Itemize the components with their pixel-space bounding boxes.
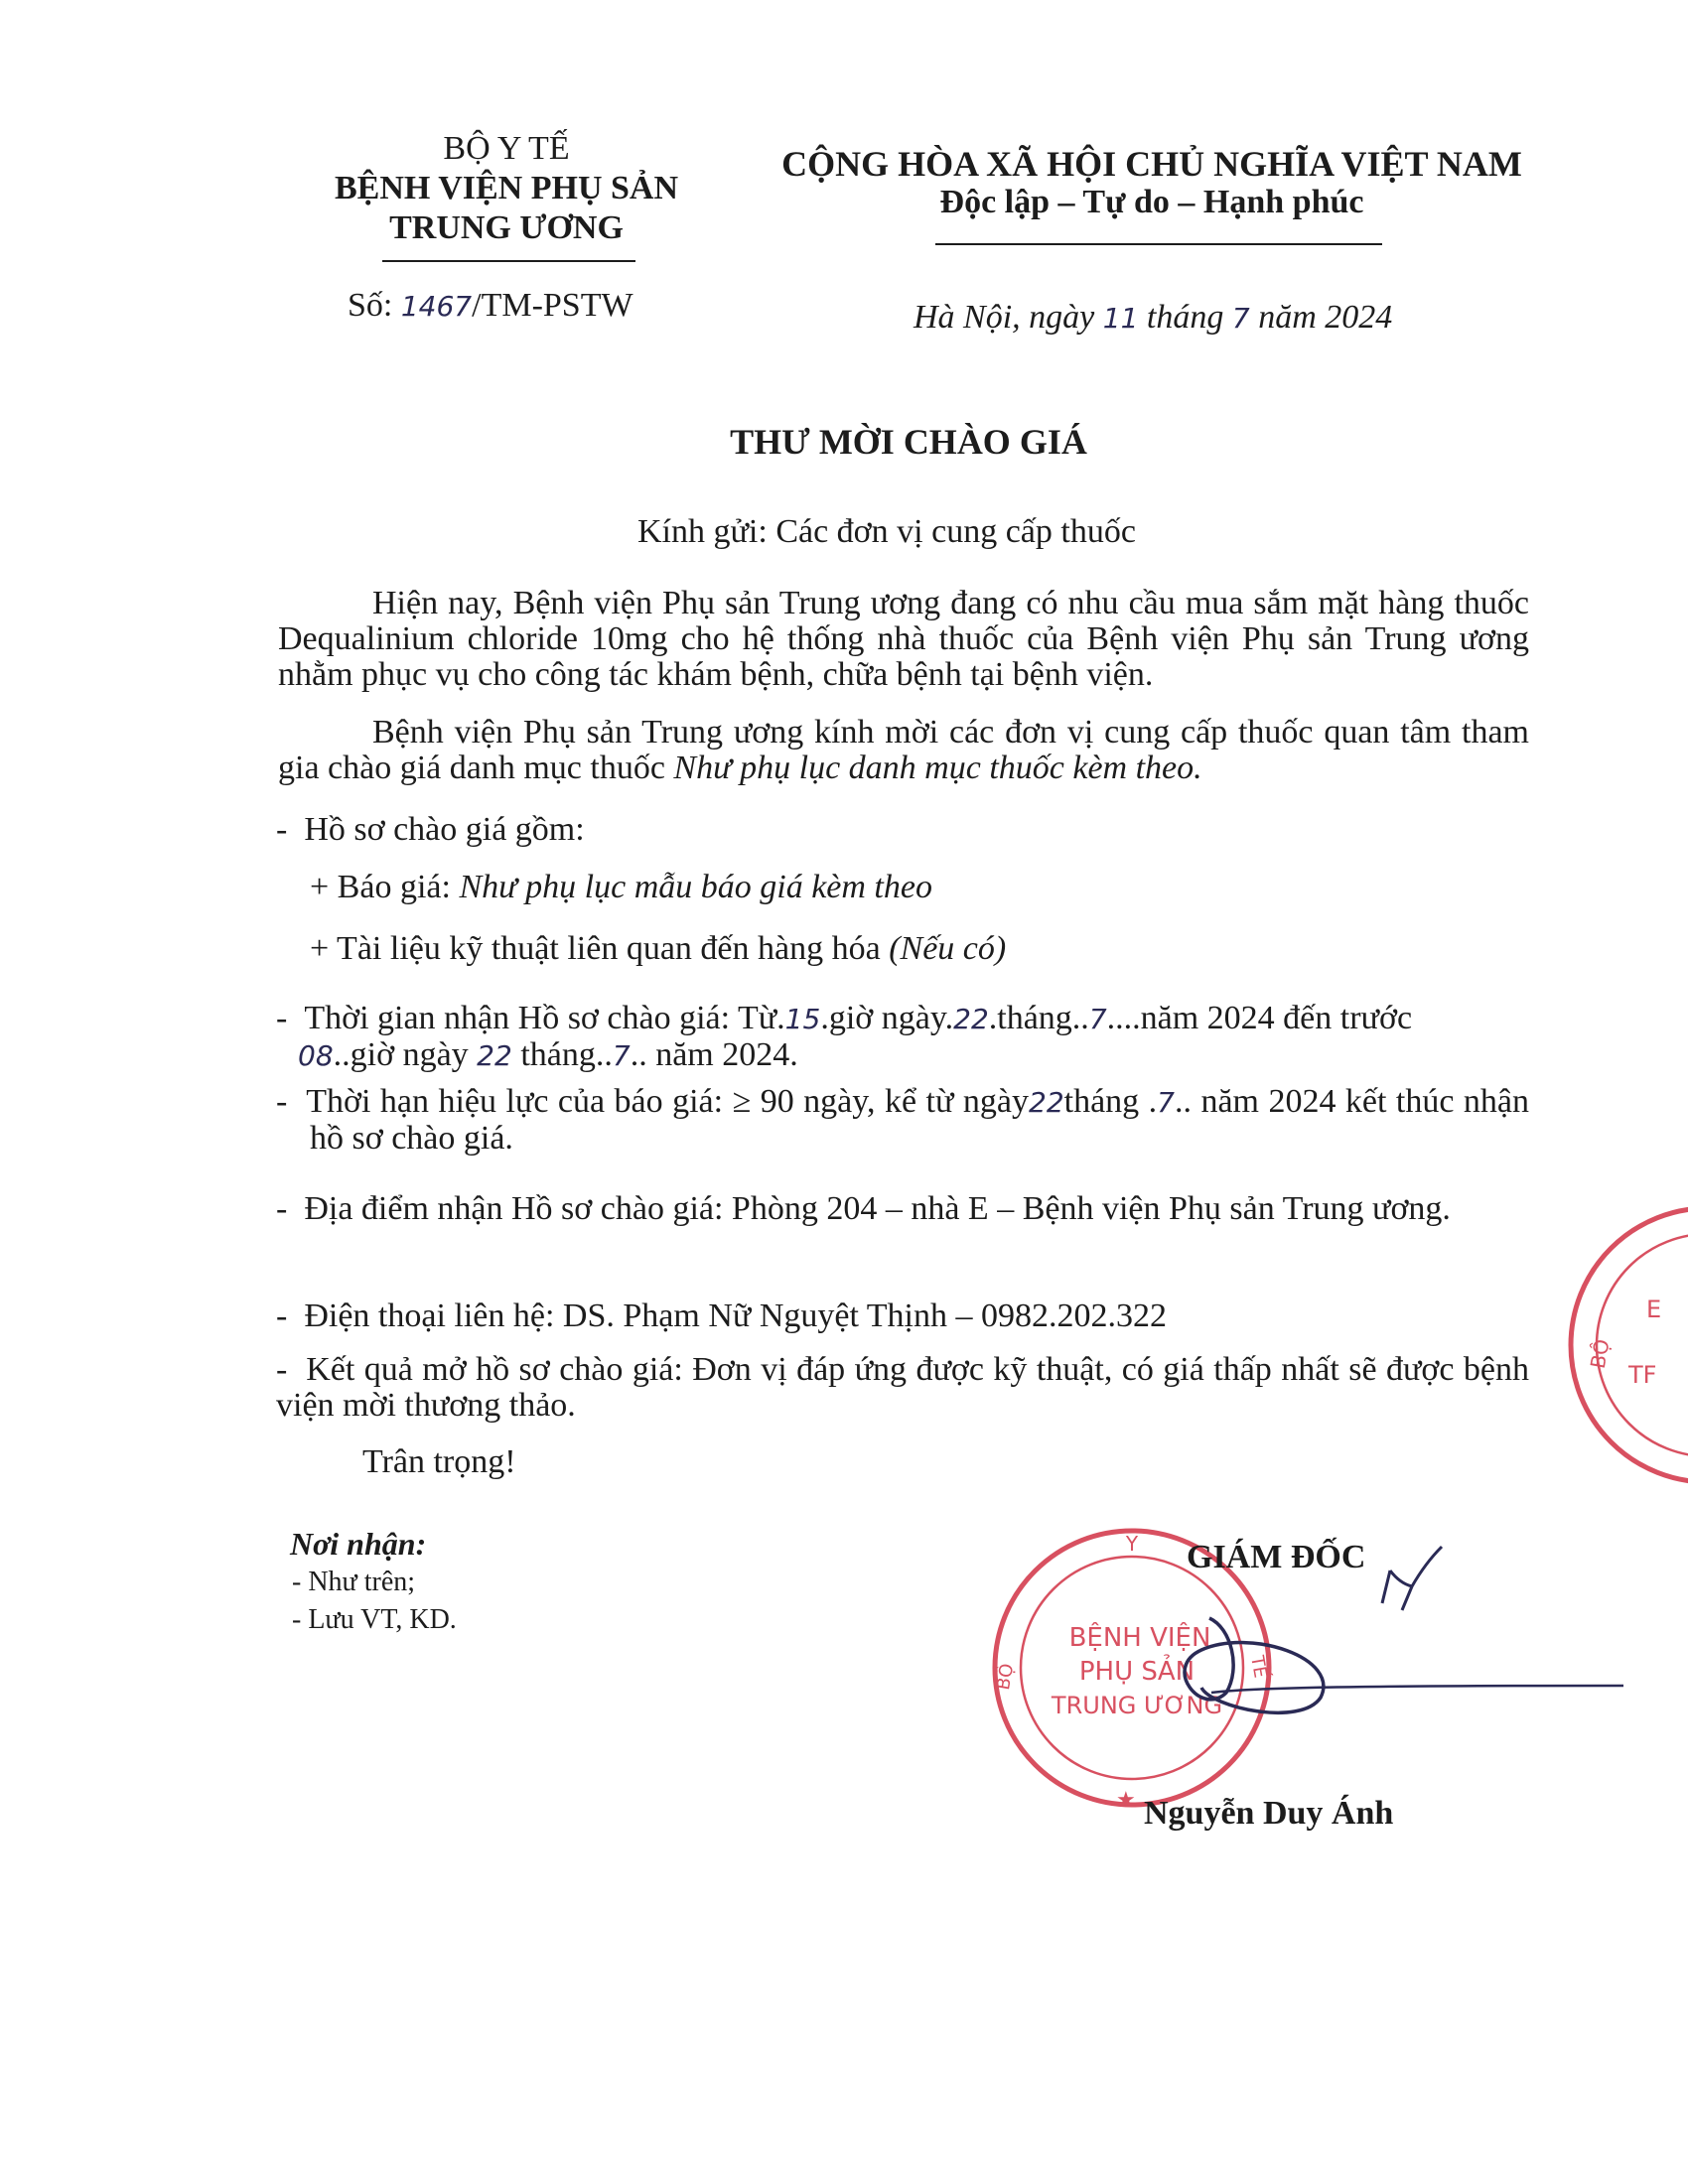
contact-item	[276, 1298, 1167, 1334]
bullet-dash: -	[276, 1297, 305, 1334]
tr-hour2: 08	[298, 1039, 334, 1072]
header-right	[755, 144, 1549, 221]
time-receive-item	[276, 1001, 1527, 1074]
date-mid: tháng	[1138, 299, 1232, 336]
time-receive-line2	[276, 1037, 1527, 1074]
place-date	[914, 300, 1392, 337]
recipients-label: Nơi nhận:	[290, 1526, 427, 1562]
tr-t2: .giờ ngày.	[820, 1000, 954, 1036]
recipient-line: Kính gửi: Các đơn vị cung cấp thuốc	[637, 513, 1136, 550]
dossier-item-quote	[310, 870, 932, 905]
tr-month2: 7	[612, 1039, 631, 1072]
bullet-dash: -	[276, 811, 305, 848]
dossier-item-tech	[310, 931, 1006, 967]
country-name: CỘNG HÒA XÃ HỘI CHỦ NGHĨA VIỆT NAM	[781, 144, 1522, 184]
recipients-item: - Lưu VT, KD.	[292, 1604, 457, 1635]
bullet-dash: -	[276, 1351, 307, 1388]
handwritten-signature	[1092, 1519, 1648, 1737]
validity-month: 7	[1157, 1086, 1175, 1119]
date-month-handwritten: 7	[1231, 302, 1250, 335]
location-text: Địa điểm nhận Hồ sơ chào giá: Phòng 204 – nhà E – Bệnh viện Phụ sản Trung ương.	[304, 1190, 1451, 1227]
tr-t1: Thời gian nhận Hồ sơ chào giá: Từ.	[304, 1000, 785, 1036]
contact-text: Điện thoại liên hệ: DS. Phạm Nữ Nguyệt Thịnh – 0982.202.322	[304, 1297, 1168, 1334]
date-prefix: Hà Nội, ngày	[914, 299, 1103, 336]
item1-prefix: + Báo giá:	[310, 869, 460, 905]
time-receive-line1	[276, 1001, 1527, 1037]
location-item	[276, 1191, 1529, 1227]
doc-no-handwritten: 1467	[400, 290, 473, 323]
stamp-star-icon: ★	[1116, 1787, 1136, 1812]
doc-no-prefix: Số:	[348, 287, 401, 324]
tr-t7: .. năm 2024.	[630, 1036, 798, 1073]
stamp-text-top: Y	[1125, 1532, 1139, 1556]
dossier-label	[276, 812, 585, 848]
date-suffix: năm 2024	[1249, 299, 1393, 336]
tr-month1: 7	[1088, 1003, 1107, 1035]
tr-day2: 22	[477, 1039, 512, 1072]
recipients-item: - Như trên;	[292, 1567, 416, 1597]
stamp-line1: BỆNH VIỆN	[1068, 1623, 1211, 1653]
partial-stamp-text-left: BỘ	[1585, 1337, 1615, 1371]
item2-italic: (Nếu có)	[889, 930, 1007, 967]
recipients-block	[290, 1524, 457, 1639]
result-item	[276, 1352, 1529, 1424]
dossier-label-text: Hồ sơ chào giá gồm:	[304, 811, 585, 848]
hospital-name-line2: TRUNG ƯƠNG	[389, 209, 624, 246]
validity-day: 22	[1029, 1086, 1064, 1119]
invite-paragraph	[278, 715, 1529, 786]
header-left	[288, 129, 725, 248]
header-left-underline	[382, 260, 635, 262]
signer-name: Nguyễn Duy Ánh	[1144, 1795, 1394, 1832]
invite-italic: Như phụ lục danh mục thuốc kèm theo.	[673, 750, 1202, 786]
partial-stamp-text-right1: E	[1646, 1296, 1662, 1323]
stamp-line3: TRUNG ƯƠNG	[1051, 1692, 1223, 1719]
bullet-dash: -	[276, 1190, 305, 1227]
tr-t4: ....năm 2024 đến trước	[1106, 1000, 1413, 1036]
closing: Trân trọng!	[362, 1443, 516, 1480]
doc-no-suffix: /TM-PSTW	[472, 287, 633, 324]
invite-text: Bệnh viện Phụ sản Trung ương kính mời các đơn vị cung cấp thuốc quan tâm tham gia chào giá danh mục thuốc	[278, 714, 1529, 786]
result-text: Kết quả mở hồ sơ chào giá: Đơn vị đáp ứng được kỹ thuật, có giá thấp nhất sẽ được bệnh viện mời thương thảo.	[276, 1351, 1530, 1424]
stamp-text-left: BỘ	[992, 1662, 1019, 1692]
date-day-handwritten: 11	[1102, 302, 1139, 335]
tr-day1: 22	[953, 1003, 989, 1035]
national-motto: Độc lập – Tự do – Hạnh phúc	[939, 184, 1364, 220]
validity-item	[276, 1084, 1529, 1157]
document-title: THƯ MỜI CHÀO GIÁ	[730, 422, 1087, 462]
bullet-dash: -	[276, 1083, 307, 1120]
stamp-text-right: TẾ	[1246, 1654, 1271, 1680]
document-number	[348, 288, 633, 325]
tr-t6: tháng..	[511, 1036, 613, 1073]
tr-t5: ..giờ ngày	[333, 1036, 478, 1073]
validity-t2: tháng .	[1063, 1083, 1158, 1120]
bullet-dash: -	[276, 1000, 305, 1036]
motto-underline	[935, 243, 1382, 245]
intro-paragraph: Hiện nay, Bệnh viện Phụ sản Trung ương đang có nhu cầu mua sắm mặt hàng thuốc Dequalinium chloride 10mg cho hệ thống nhà thuốc của Bệnh viện Phụ sản Trung ương nhằm phục vụ cho công tác khám bệnh, chữa bệnh tại bệnh viện.	[278, 585, 1529, 693]
partial-stamp-text-right2: TF	[1628, 1361, 1657, 1389]
tr-t3: .tháng..	[988, 1000, 1089, 1036]
hospital-name-line1: BỆNH VIỆN PHỤ SẢN	[334, 170, 679, 206]
item1-italic: Như phụ lục mẫu báo giá kèm theo	[459, 869, 932, 905]
validity-t1: Thời hạn hiệu lực của báo giá: ≥ 90 ngày, kể từ ngày	[306, 1083, 1029, 1120]
signature-position: GIÁM ĐỐC	[1187, 1539, 1366, 1575]
partial-stamp	[1559, 1206, 1688, 1484]
item2-prefix: + Tài liệu kỹ thuật liên quan đến hàng hóa	[310, 930, 890, 967]
validity-t3: .. năm 2024 kết thúc nhận hồ sơ chào giá.	[310, 1083, 1530, 1157]
ministry-name: BỘ Y TẾ	[443, 130, 570, 167]
tr-hour1: 15	[784, 1003, 821, 1035]
stamp-line2: PHỤ SẢN	[1078, 1657, 1196, 1687]
